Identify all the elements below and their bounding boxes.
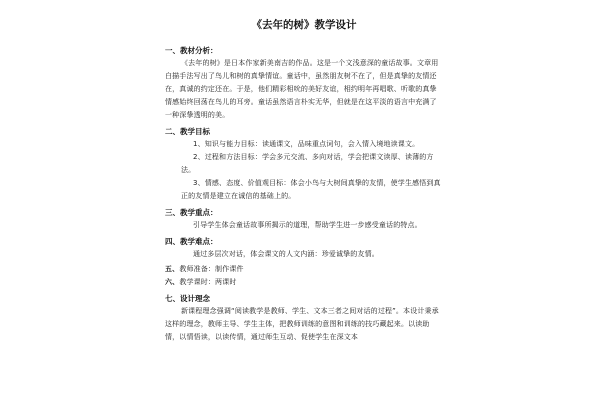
section-paragraph: 《去年的树》是日本作家新美南吉的作品。这是一个文浅意深的童话故事。文章用白描手法写出了鸟儿和树的真挚情谊。童话中，虽然朋友树不在了，但是真挚的友情还在，真诚的约定还在。于是，他们精彩相吮的美好友谊，相约明年再唱歌、听歌的真挚情感始终回荡在鸟儿的耳旁。童话虽然语言朴实无华，但就是在这平淡的语言中充满了一种深挚透明的美。 bbox=[165, 59, 439, 119]
section-difficulties bbox=[165, 235, 443, 261]
section-text: 教师准备：制作课件 bbox=[179, 265, 244, 273]
section-heading: 三、教学重点： bbox=[165, 208, 218, 217]
section-heading: 六、 bbox=[165, 278, 180, 286]
goal-item: 3、情感、态度、价值观目标：体会小鸟与大树间真挚的友情，使学生感悟到真正的友情是建立在诚信的基础上的。 bbox=[181, 179, 441, 200]
section-heading: 四、教学难点： bbox=[165, 237, 218, 246]
section-heading: 五、 bbox=[165, 265, 180, 273]
section-paragraph: 新课程理念强调“阅读教学是教师、学生、文本三者之间对话的过程”。本设计秉承这样的理念，教师主导、学生主体，把教师训练的意图和训练的技巧藏起来。以读助情，以情悟读，以读传情，通过师生互动、促使学生在深文本 bbox=[165, 307, 439, 341]
section-teaching-goals bbox=[165, 125, 443, 203]
section-heading: 七、设计理念 bbox=[165, 294, 210, 303]
section-heading: 一、教材分析： bbox=[165, 46, 218, 55]
section-text: 教学课时：两课时 bbox=[179, 278, 237, 286]
document-body bbox=[165, 18, 443, 346]
section-paragraph: 通过多层次对话，体会课文的人文内涵：珍爱诚挚的友情。 bbox=[193, 250, 379, 258]
section-key-points bbox=[165, 206, 443, 232]
section-paragraph: 引导学生体会童话故事所揭示的道理，帮助学生进一步感受童话的特点。 bbox=[193, 221, 422, 229]
section-heading: 二、教学目标 bbox=[165, 127, 210, 136]
document-title: 《去年的树》教学设计 bbox=[251, 19, 357, 31]
section-design-concept bbox=[165, 292, 443, 344]
section-textbook-analysis bbox=[165, 44, 443, 122]
goal-item: 1、知识与能力目标：读通课文，品味重点词句，会入情入境地读课文。 bbox=[193, 140, 420, 148]
goal-item: 2、过程和方法目标：学会多元交流、多向对话，学会把课文读厚、读薄的方法。 bbox=[181, 153, 434, 174]
section-teacher-prep bbox=[165, 263, 443, 276]
section-class-hours bbox=[165, 276, 443, 289]
